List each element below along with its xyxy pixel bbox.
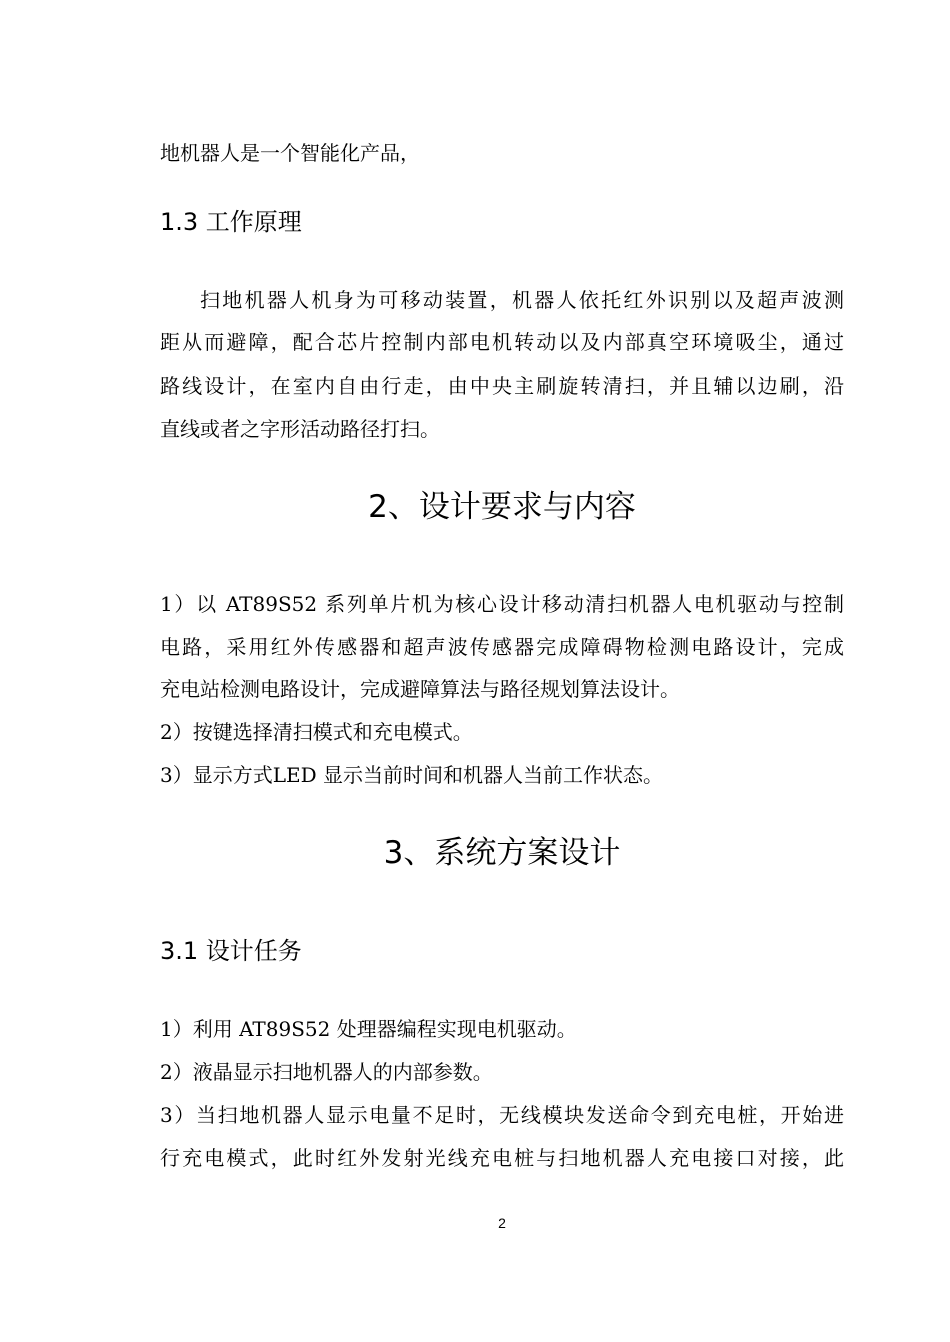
paragraph-line: 路线设计，在室内自由行走，由中央主刷旋转清扫，并且辅以边刷，沿 — [160, 374, 844, 398]
chapter-title-3: 3、系统方案设计 — [383, 835, 621, 871]
requirement-item-2: 2）按键选择清扫模式和充电模式。 — [160, 720, 473, 744]
task-item-3-line: 3）当扫地机器人显示电量不足时，无线模块发送命令到充电桩，开始进 — [160, 1103, 844, 1127]
requirement-item-1-line: 1）以 AT89S52 系列单片机为核心设计移动清扫机器人电机驱动与控制 — [160, 592, 844, 616]
requirement-item-3: 3）显示方式LED 显示当前时间和机器人当前工作状态。 — [160, 763, 663, 787]
task-item-3-line: 行充电模式，此时红外发射光线充电桩与扫地机器人充电接口对接，此 — [160, 1146, 844, 1170]
paragraph-line: 扫地机器人机身为可移动装置，机器人依托红外识别以及超声波测 — [200, 288, 844, 312]
requirement-item-1-line: 充电站检测电路设计，完成避障算法与路径规划算法设计。 — [160, 677, 680, 701]
section-heading-1-3: 1.3 工作原理 — [160, 208, 302, 236]
task-item-1: 1）利用 AT89S52 处理器编程实现电机驱动。 — [160, 1017, 577, 1041]
page-number: 2 — [498, 1215, 506, 1231]
chapter-title-2: 2、设计要求与内容 — [368, 489, 636, 525]
section-heading-3-1: 3.1 设计任务 — [160, 937, 302, 965]
requirement-item-1-line: 电路，采用红外传感器和超声波传感器完成障碍物检测电路设计，完成 — [160, 635, 844, 659]
task-item-2: 2）液晶显示扫地机器人的内部参数。 — [160, 1060, 493, 1084]
paragraph-line: 距从而避障，配合芯片控制内部电机转动以及内部真空环境吸尘，通过 — [160, 330, 844, 354]
intro-line: 地机器人是一个智能化产品， — [160, 141, 420, 165]
paragraph-line: 直线或者之字形活动路径打扫。 — [160, 417, 440, 441]
